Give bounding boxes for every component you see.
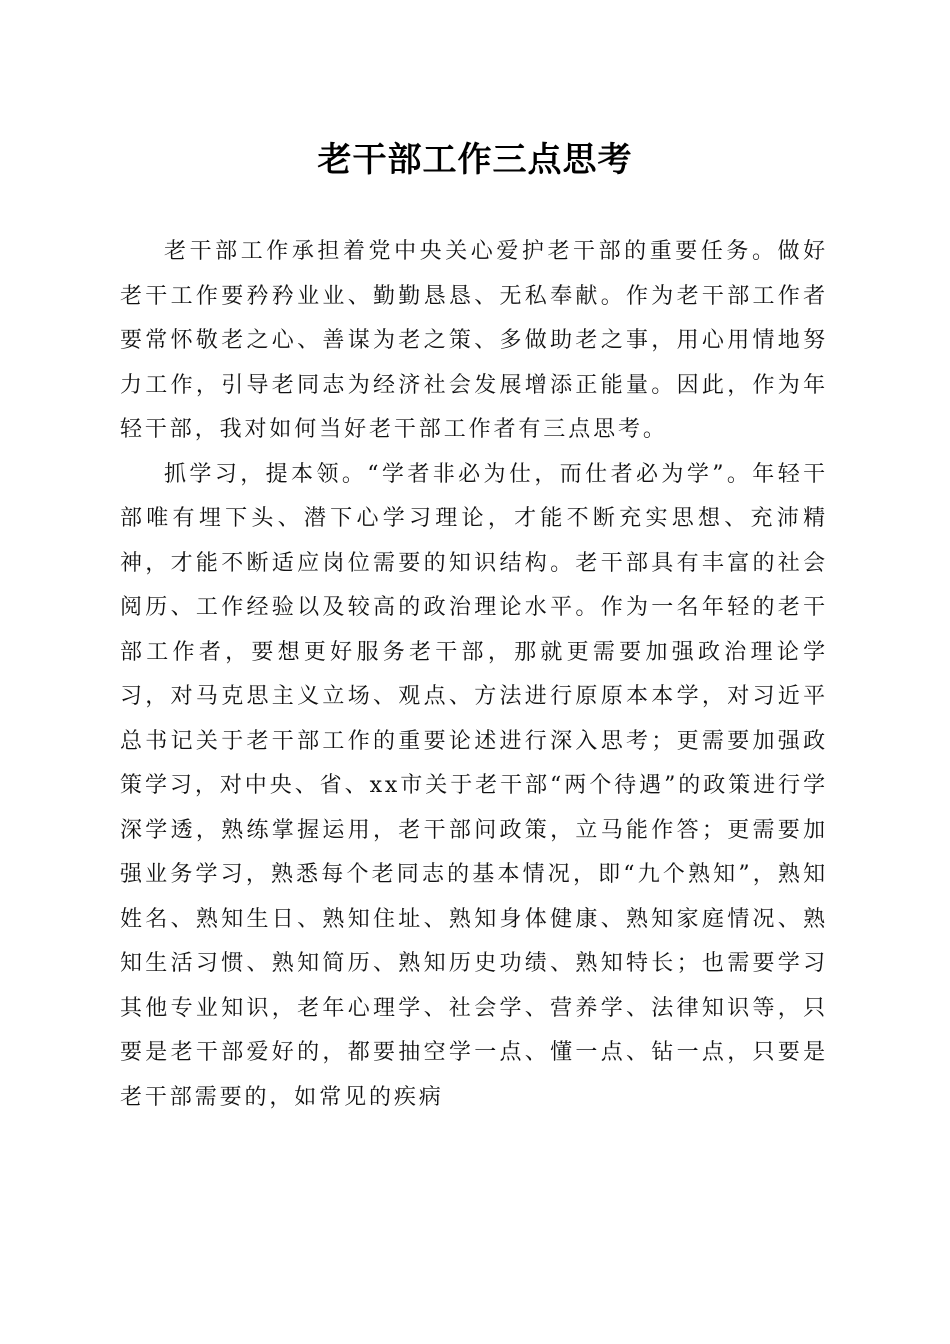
document-title: 老干部工作三点思考 xyxy=(317,140,633,180)
paragraph-study: 抓学习，提本领。“学者非必为仕，而仕者必为学”。年轻干部唯有埋下头、潜下心学习理论，才能不断充实思想、充沛精神，才能不断适应岗位需要的知识结构。老干部具有丰富的社会阅历、工作经验以及较高的政治理论水平。作为一名年轻的老干部工作者，要想更好服务老干部，那就更需要加强政治理论学习，对马克思主义立场、观点、方法进行原原本本学，对习近平总书记关于老干部工作的重要论述进行深入思考；更需要加强政策学习，对中央、省、xx市关于老干部“两个待遇”的政策进行学深学透，熟练掌握运用，老干部问政策，立马能作答；更需要加强业务学习，熟悉每个老同志的基本情况，即“九个熟知”，熟知姓名、熟知生日、熟知住址、熟知身体健康、熟知家庭情况、熟知生活习惯、熟知简历、熟知历史功绩、熟知特长；也需要学习其他专业知识，老年心理学、社会学、营养学、法律知识等，只要是老干部爱好的，都要抽空学一点、懂一点、钻一点，只要是老干部需要的，如常见的疾病 xyxy=(120,461,828,1110)
document-body xyxy=(120,230,828,1120)
paragraph-intro: 老干部工作承担着党中央关心爱护老干部的重要任务。做好老干工作要矜矜业业、勤勤恳恳、无私奉献。作为老干部工作者要常怀敬老之心、善谋为老之策、多做助老之事，用心用情地努力工作，引导老同志为经济社会发展增添正能量。因此，作为年轻干部，我对如何当好老干部工作者有三点思考。 xyxy=(120,239,828,442)
